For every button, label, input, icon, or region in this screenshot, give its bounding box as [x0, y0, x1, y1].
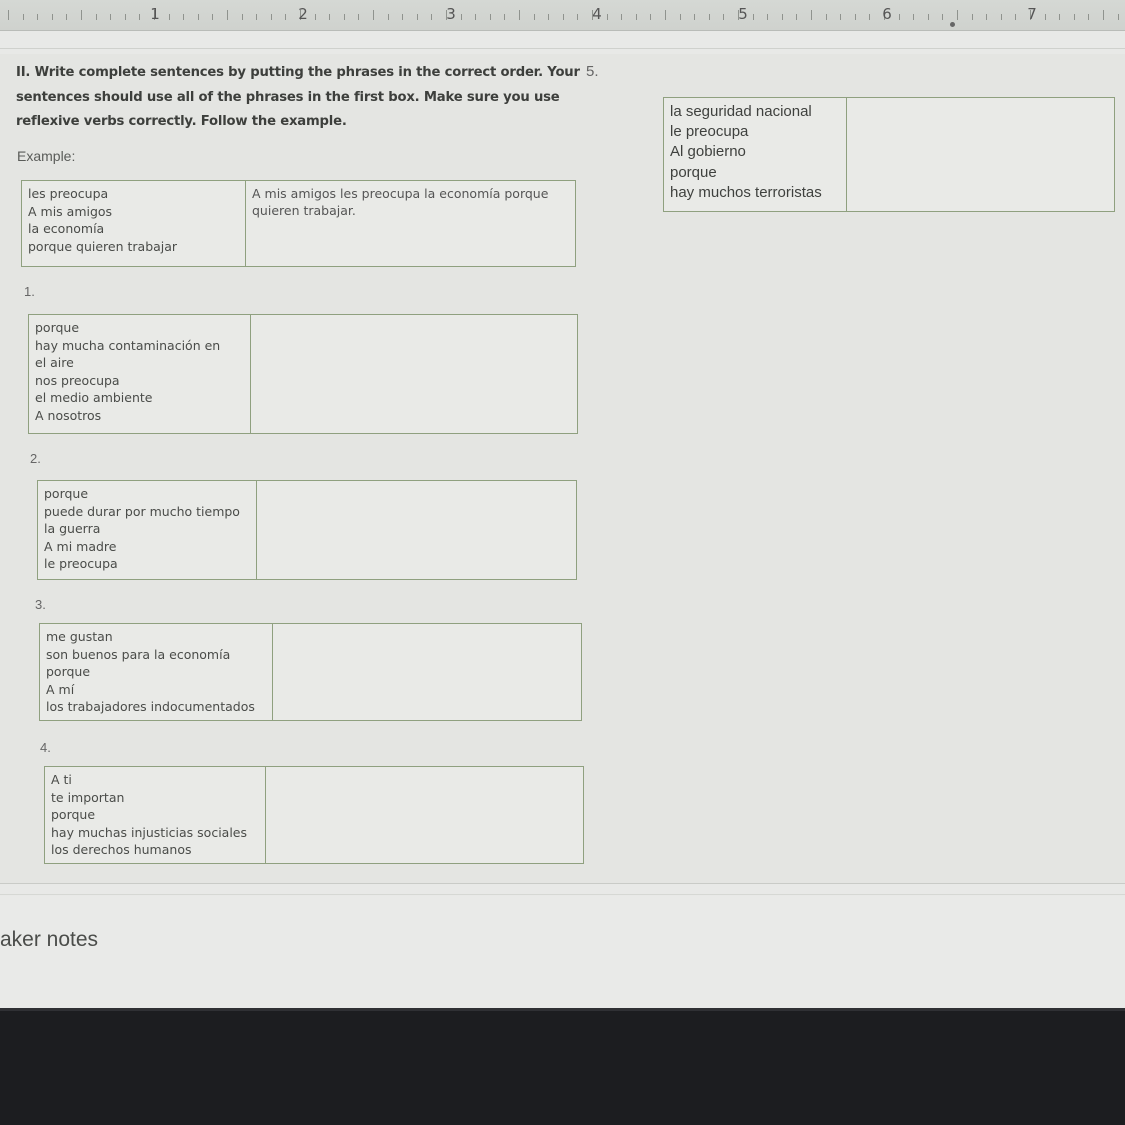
- phrase: la economía: [28, 221, 105, 236]
- ruler-tick: [1045, 14, 1046, 20]
- ruler-tick: [869, 14, 870, 20]
- ruler-tick: [52, 14, 53, 20]
- phrase: la seguridad nacional: [670, 103, 812, 120]
- ruler-tick: [388, 14, 389, 20]
- phrase: hay muchas injusticias sociales: [51, 824, 248, 840]
- phrase: A ti: [51, 772, 72, 787]
- horizontal-ruler[interactable]: [0, 0, 1125, 31]
- ruler-number: 4: [592, 5, 602, 23]
- phrase: hay muchos terroristas: [670, 183, 822, 201]
- ruler-tick: [899, 14, 900, 20]
- phrase: porque: [35, 320, 80, 335]
- phrase: porque: [46, 664, 91, 679]
- ruler-tick: [373, 10, 374, 20]
- phrase: porque: [51, 807, 96, 822]
- ruler-tick: [650, 14, 651, 20]
- ruler-tick: [461, 14, 462, 20]
- ruler-tick: [680, 14, 681, 20]
- question-number: 3.: [35, 597, 46, 612]
- phrase: son buenos para la economía: [46, 646, 231, 662]
- ruler-tick: [125, 14, 126, 20]
- ruler-tick: [942, 14, 943, 20]
- ruler-tick: [534, 14, 535, 20]
- phrase: porque: [44, 486, 89, 501]
- example-phrases-cell[interactable]: [22, 181, 246, 266]
- screen-bezel: [0, 1008, 1125, 1125]
- ruler-tick: [256, 14, 257, 20]
- example-table[interactable]: [21, 180, 576, 267]
- question-3-answer-cell[interactable]: [273, 624, 581, 720]
- ruler-tick: [913, 14, 914, 20]
- phrase: A mis amigos: [28, 203, 113, 219]
- slide-top-edge: [0, 48, 1125, 49]
- ruler-tick: [782, 14, 783, 20]
- question-3-phrases-cell[interactable]: [40, 624, 273, 720]
- ruler-number: 6: [882, 5, 892, 23]
- phrase: te importan: [51, 789, 125, 805]
- ruler-tick: [723, 14, 724, 20]
- ruler-tick: [358, 14, 359, 20]
- ruler-tick: [621, 14, 622, 20]
- ruler-tick: [504, 14, 505, 20]
- ruler-tick: [475, 14, 476, 20]
- ruler-tick: [227, 10, 228, 20]
- ruler-tick: [1001, 14, 1002, 20]
- ruler-tick: [563, 14, 564, 20]
- phrase: porque quieren trabajar: [28, 238, 178, 254]
- phrase: los derechos humanos: [51, 842, 192, 857]
- ruler-tick: [957, 10, 958, 20]
- ruler-tick: [169, 14, 170, 20]
- ruler-tick: [636, 14, 637, 20]
- phrase: A mí: [46, 681, 75, 697]
- ruler-tick: [1015, 14, 1016, 20]
- example-answer-cell[interactable]: A mis amigos les preocupa la economía porque quieren trabajar.: [252, 186, 549, 218]
- phrase: le preocupa: [670, 123, 749, 141]
- ruler-tick: [198, 14, 199, 20]
- ruler-tick: [212, 14, 213, 20]
- phrase: le preocupa: [44, 556, 118, 571]
- ruler-tick: [548, 14, 549, 20]
- question-4-table[interactable]: [44, 766, 584, 864]
- ruler-number: 2: [298, 5, 308, 23]
- ruler-tick: [709, 14, 710, 20]
- phrase: A mi madre: [44, 538, 117, 554]
- ruler-tick: [972, 14, 973, 20]
- ruler-tick: [8, 10, 9, 20]
- ruler-tick: [242, 14, 243, 20]
- ruler-tick: [110, 14, 111, 20]
- ruler-tick: [607, 14, 608, 20]
- ruler-tick: [1059, 14, 1060, 20]
- notes-divider[interactable]: [0, 894, 1125, 895]
- ruler-tick: [139, 14, 140, 20]
- ruler-tick: [66, 14, 67, 20]
- ruler-tick: [490, 14, 491, 20]
- ruler-tick: [81, 10, 82, 20]
- question-number: 5.: [586, 63, 599, 80]
- ruler-tick: [694, 14, 695, 20]
- ruler-tick: [1103, 10, 1104, 20]
- phrase: la guerra: [44, 521, 101, 536]
- ruler-tick: [285, 14, 286, 20]
- question-number: 4.: [40, 740, 51, 755]
- question-2-table[interactable]: [37, 480, 577, 580]
- ruler-number: 1: [150, 5, 160, 23]
- ruler-tick: [767, 14, 768, 20]
- question-1-phrases-cell[interactable]: [29, 315, 251, 433]
- ruler-tick: [796, 14, 797, 20]
- phrase: nos preocupa: [35, 372, 120, 388]
- ruler-tick: [96, 14, 97, 20]
- speaker-notes-placeholder[interactable]: aker notes: [0, 928, 99, 951]
- ruler-tick: [23, 14, 24, 20]
- ruler-tick: [753, 14, 754, 20]
- ruler-tick: [271, 14, 272, 20]
- ruler-tick: [315, 14, 316, 20]
- phrase: hay mucha contaminación en: [35, 337, 221, 353]
- question-5-phrases-cell[interactable]: [664, 98, 847, 211]
- ruler-tick: [665, 10, 666, 20]
- ruler-number: 7: [1027, 5, 1037, 23]
- ruler-number: 3: [446, 5, 456, 23]
- ruler-tick: [1074, 14, 1075, 20]
- ruler-tick: [811, 10, 812, 20]
- ruler-tick: [329, 14, 330, 20]
- phrase: puede durar por mucho tiempo: [44, 503, 240, 519]
- ruler-tick: [986, 14, 987, 20]
- example-label[interactable]: Example:: [17, 148, 76, 164]
- ruler-number: 5: [738, 5, 748, 23]
- ruler-tick: [826, 14, 827, 20]
- phrase: A nosotros: [35, 407, 102, 423]
- question-3-table[interactable]: [39, 623, 582, 721]
- screen-bezel-edge: [0, 1008, 1125, 1011]
- question-2-answer-cell[interactable]: [257, 481, 576, 579]
- phrase: les preocupa: [28, 186, 109, 201]
- ruler-tick: [183, 14, 184, 20]
- ruler-tick: [344, 14, 345, 20]
- phrase: el aire: [35, 355, 74, 370]
- ruler-tick: [431, 14, 432, 20]
- ruler-tick: [855, 14, 856, 20]
- ruler-tick: [577, 14, 578, 20]
- ruler-tick: [840, 14, 841, 20]
- phrase: el medio ambiente: [35, 390, 153, 405]
- ruler-tick: [37, 14, 38, 20]
- phrase: Al gobierno: [670, 143, 746, 161]
- question-4-phrases-cell[interactable]: [45, 767, 266, 863]
- ruler-tick: [417, 14, 418, 20]
- question-1-table[interactable]: [28, 314, 578, 434]
- speaker-notes-panel[interactable]: [0, 896, 1125, 1008]
- ruler-tick: [1088, 14, 1089, 20]
- phrase: me gustan: [46, 629, 113, 644]
- instructions-text[interactable]: II. Write complete sentences by putting the phrases in the correct order. Your sentences should use all of the phrases in the first box. Make sure you use reflexive verbs correctly. Follow the example.: [16, 65, 580, 129]
- ruler-tick: [928, 14, 929, 20]
- slide-bottom-edge: [0, 883, 1125, 884]
- question-5-table[interactable]: [663, 97, 1115, 212]
- question-number: 1.: [24, 284, 35, 299]
- question-2-phrases-cell[interactable]: [38, 481, 257, 579]
- phrase: porque: [670, 163, 717, 181]
- ruler-tick: [402, 14, 403, 20]
- phrase: los trabajadores indocumentados: [46, 699, 255, 714]
- indent-marker[interactable]: [950, 22, 955, 27]
- question-5-answer-cell[interactable]: [847, 98, 1114, 211]
- question-1-answer-cell[interactable]: [251, 315, 577, 433]
- ruler-tick: [519, 10, 520, 20]
- question-4-answer-cell[interactable]: [266, 767, 583, 863]
- ruler-tick: [1118, 14, 1119, 20]
- question-number: 2.: [30, 451, 41, 466]
